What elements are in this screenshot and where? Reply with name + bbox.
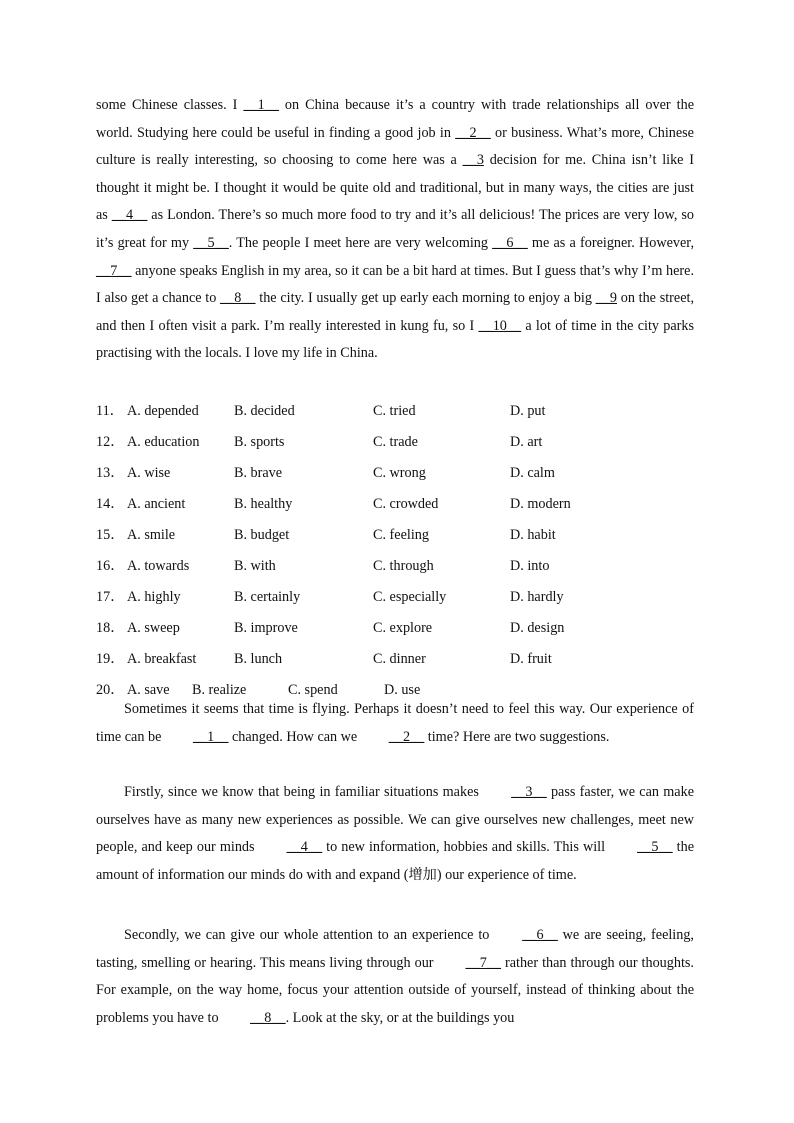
option-b: B. realize [192, 682, 247, 698]
passage-text: to new information, hobbies and skills. This will [322, 839, 610, 856]
passage-text: the amount of information our minds do with and expand (增加) our experience of time. [96, 839, 695, 883]
question-number: 12． [96, 434, 125, 450]
passage-two-paragraph-2 [96, 779, 694, 889]
passage-text: changed. How can we [228, 728, 361, 745]
passage-text: Sometimes it seems that time is flying. Perhaps it doesn’t need to feel this way. Our experience of time can be [96, 701, 694, 745]
question-number: 19． [96, 651, 125, 667]
option-c: C. through [373, 558, 434, 574]
question-number: 17． [96, 589, 125, 605]
passage-text: on the street, and then I often visit a park. I’m really interested in kung fu, so I [96, 290, 694, 334]
passage-text: a lot of time in the city parks practising with the locals. I love my life in China. [96, 317, 694, 362]
blank-5: __5__ [193, 234, 229, 251]
passage-text: pass faster, we can make ourselves have as many new experiences as possible. We can give ourselves new challenges, meet new people, and keep our minds [96, 784, 694, 856]
option-a: A. sweep [127, 620, 180, 636]
answer-options [96, 398, 696, 708]
option-b: B. certainly [234, 589, 301, 605]
passage-text: rather than through our thoughts. For example, on the way home, focus your attention outside of yourself, instead of thinking about the problems you have to [96, 954, 694, 1026]
blank-6: __6__ [492, 234, 528, 251]
passage-text: Firstly, since we know that being in familiar situations makes [124, 784, 484, 800]
option-d: D. modern [510, 496, 571, 512]
blank-10: __10__ [478, 317, 522, 334]
option-c: C. wrong [373, 465, 426, 481]
option-c: C. spend [288, 682, 338, 698]
option-b: B. with [234, 558, 276, 574]
blank-9: __9 [595, 290, 617, 307]
option-d: D. design [510, 620, 565, 636]
option-d: D. use [384, 682, 421, 698]
passage-two-paragraph-3 [96, 922, 694, 1032]
option-c: C. dinner [373, 651, 426, 667]
option-b: B. lunch [234, 651, 283, 667]
blank-3: __3__ [511, 784, 547, 800]
blank-5: __5__ [637, 839, 673, 856]
blank-6: __6__ [522, 927, 558, 943]
option-c: C. tried [373, 403, 416, 419]
question-number: 16． [96, 558, 125, 574]
option-a: A. wise [127, 465, 171, 481]
passage-two-paragraph-1 [96, 696, 694, 751]
passage-text: . Look at the sky, or at the buildings you [285, 1009, 515, 1026]
option-d: D. into [510, 558, 550, 574]
option-b: B. budget [234, 527, 290, 543]
passage-text: decision for me. China isn’t like I thought it might be. I thought it would be quite old and traditional, but in many ways, the cities are just as [96, 152, 694, 224]
option-b: B. improve [234, 620, 298, 636]
option-b: B. brave [234, 465, 283, 481]
option-b: B. healthy [234, 496, 293, 512]
option-c: C. trade [373, 434, 418, 450]
option-a: A. towards [127, 558, 190, 574]
passage-text: Secondly, we can give our whole attention to an experience to [124, 927, 495, 943]
passage-text: . The people I meet here are very welcoming [228, 234, 493, 251]
option-b: B. decided [234, 403, 295, 419]
option-a: A. ancient [127, 496, 186, 512]
question-number: 20． [96, 682, 125, 698]
passage-one [96, 92, 694, 368]
option-c: C. especially [373, 589, 447, 605]
option-c: C. crowded [373, 496, 439, 512]
option-c: C. explore [373, 620, 433, 636]
question-row [96, 398, 696, 429]
question-number: 15． [96, 527, 125, 543]
option-a: A. save [127, 682, 170, 698]
option-d: D. hardly [510, 589, 564, 605]
question-number: 13． [96, 465, 125, 481]
blank-7: __7__ [96, 262, 132, 279]
passage-text: on China because it’s a country with trade relationships all over the world. Studying here could be useful in finding a good job in [96, 97, 694, 141]
passage-text: we are seeing, feeling, tasting, smelling or hearing. This means living through our [96, 927, 694, 971]
option-d: D. put [510, 403, 546, 419]
option-a: A. education [127, 434, 200, 450]
question-number: 11． [96, 403, 124, 419]
option-a: A. highly [127, 589, 181, 605]
question-row [96, 429, 696, 460]
passage-text: the city. I usually get up early each morning to enjoy a big [255, 290, 596, 307]
question-row [96, 646, 696, 677]
option-a: A. smile [127, 527, 176, 543]
option-a: A. breakfast [127, 651, 197, 667]
question-number: 14． [96, 496, 125, 512]
option-c: C. feeling [373, 527, 429, 543]
blank-2: __2__ [455, 124, 491, 141]
question-row [96, 460, 696, 491]
passage-text: or business. What’s more, Chinese culture is really interesting, so choosing to come here was a [96, 124, 694, 169]
blank-1: __1__ [243, 97, 279, 113]
blank-3: __3 [462, 152, 484, 169]
option-d: D. habit [510, 527, 556, 543]
passage-text: me as a foreigner. However, [527, 234, 694, 251]
option-d: D. calm [510, 465, 555, 481]
option-d: D. art [510, 434, 543, 450]
question-row [96, 615, 696, 646]
question-number: 18． [96, 620, 125, 636]
blank-8: __8__ [250, 1009, 286, 1026]
question-row [96, 491, 696, 522]
question-row [96, 553, 696, 584]
blank-8: __8__ [220, 290, 256, 307]
blank-1: __1__ [192, 728, 229, 745]
passage-text: time? Here are two suggestions. [424, 728, 610, 745]
option-b: B. sports [234, 434, 285, 450]
blank-4: __4__ [286, 839, 323, 856]
passage-text: as London. There’s so much more food to try and it’s all delicious! The prices are very low, so it’s great for my [96, 207, 694, 251]
question-row [96, 522, 696, 553]
question-row [96, 584, 696, 615]
blank-2: __2__ [388, 728, 425, 745]
option-a: A. depended [127, 403, 199, 419]
passage-text: some Chinese classes. I [96, 97, 244, 113]
blank-7: __7__ [465, 954, 501, 971]
passage-text: anyone speaks English in my area, so it can be a bit hard at times. But I guess that’s why I’m here. I also get a chance to [96, 262, 694, 307]
blank-4: __4__ [111, 207, 148, 224]
option-d: D. fruit [510, 651, 552, 667]
